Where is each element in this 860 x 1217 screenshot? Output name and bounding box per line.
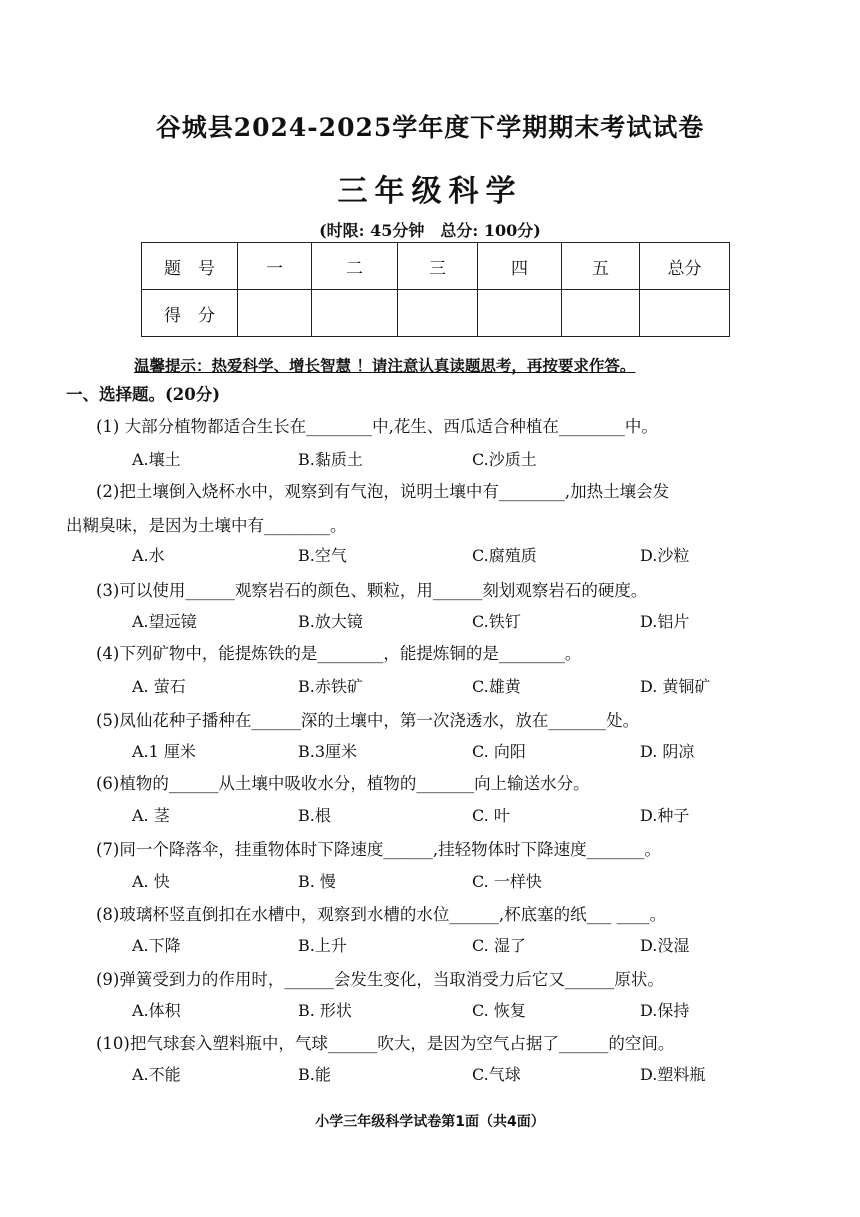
score-value-row: [142, 290, 730, 337]
score-cell[interactable]: [398, 290, 478, 337]
option[interactable]: B. 形状: [298, 1001, 352, 1020]
option[interactable]: B.根: [298, 806, 331, 825]
question-1: (1) 大部分植物都适合生长在________中,花生、西瓜适合种植在________中。: [96, 417, 658, 436]
score-table: [141, 242, 730, 337]
question-2-options: [96, 543, 796, 565]
option[interactable]: C.气球: [472, 1065, 521, 1084]
question-7: (7)同一个降落伞，挂重物体时下降速度______,挂轻物体时下降速度_______。: [96, 840, 661, 859]
question-8: (8)玻璃杯竖直倒扣在水槽中，观察到水槽的水位______,杯底塞的纸___ ____。: [96, 905, 667, 924]
option[interactable]: A.水: [132, 546, 165, 565]
option[interactable]: A. 茎: [132, 806, 170, 825]
option[interactable]: D. 黄铜矿: [640, 677, 711, 696]
option[interactable]: B.上升: [298, 936, 347, 955]
question-5-options: [96, 739, 796, 761]
question-2: (2)把土壤倒入烧杯水中，观察到有气泡，说明土壤中有________,加热土壤会发: [96, 482, 670, 501]
option[interactable]: C. 叶: [472, 806, 510, 825]
option[interactable]: A.下降: [132, 936, 181, 955]
option[interactable]: A.不能: [132, 1065, 181, 1084]
score-header-row: [142, 243, 730, 290]
score-header-cell: 三: [398, 243, 478, 290]
warm-tip: 温馨提示：热爱科学、增长智慧 ！请注意认真读题思考，再按要求作答。: [134, 356, 636, 375]
option[interactable]: D.塑料瓶: [640, 1065, 706, 1084]
score-cell[interactable]: [238, 290, 312, 337]
option[interactable]: C. 恢复: [472, 1001, 526, 1020]
question-6-options: [96, 803, 796, 825]
option[interactable]: B. 慢: [298, 872, 336, 891]
option[interactable]: A.望远镜: [132, 612, 197, 631]
score-row-label: 得 分: [142, 290, 238, 337]
option[interactable]: D.没湿: [640, 936, 690, 955]
question-10-options: [96, 1062, 796, 1084]
score-cell[interactable]: [312, 290, 398, 337]
question-3: (3)可以使用______观察岩石的颜色、颗粒，用______刻划观察岩石的硬度。: [96, 581, 648, 600]
option[interactable]: A.1 厘米: [132, 742, 196, 761]
score-header-cell: 题 号: [142, 243, 238, 290]
option[interactable]: D.沙粒: [640, 546, 690, 565]
option[interactable]: B.黏质土: [298, 450, 363, 469]
question-7-options: [96, 869, 796, 891]
question-2-continued: 出糊臭味，是因为土壤中有________。: [66, 516, 347, 535]
option[interactable]: D.种子: [640, 806, 690, 825]
question-6: (6)植物的______从土壤中吸收水分，植物的_______向上输送水分。: [96, 774, 590, 793]
exam-limits: (时限: 45分钟 总分: 100分): [319, 221, 541, 240]
option[interactable]: C.腐殖质: [472, 546, 537, 565]
option[interactable]: A. 萤石: [132, 677, 186, 696]
question-9-options: [96, 998, 796, 1020]
option[interactable]: D.保持: [640, 1001, 690, 1020]
option[interactable]: B.赤铁矿: [298, 677, 363, 696]
score-header-cell: 二: [312, 243, 398, 290]
option[interactable]: C.沙质土: [472, 450, 537, 469]
question-8-options: [96, 933, 796, 955]
option[interactable]: D. 阴凉: [640, 742, 695, 761]
question-10: (10)把气球套入塑料瓶中，气球______吹大，是因为空气占据了______的空间。: [96, 1034, 675, 1053]
score-header-cell: 总分: [640, 243, 730, 290]
score-cell[interactable]: [640, 290, 730, 337]
option[interactable]: C.雄黄: [472, 677, 521, 696]
option[interactable]: C.铁钉: [472, 612, 521, 631]
score-cell[interactable]: [478, 290, 562, 337]
option[interactable]: C. 一样快: [472, 872, 542, 891]
question-4-options: [96, 674, 796, 696]
exam-subject: 三年级科学: [337, 174, 523, 209]
option[interactable]: D.铝片: [640, 612, 690, 631]
question-9: (9)弹簧受到力的作用时，______会发生变化，当取消受力后它又______原状。: [96, 970, 664, 989]
option[interactable]: B.3厘米: [298, 742, 358, 761]
option[interactable]: B.放大镜: [298, 612, 363, 631]
score-header-cell: 五: [562, 243, 640, 290]
option[interactable]: A. 快: [132, 872, 170, 891]
score-cell[interactable]: [562, 290, 640, 337]
exam-title: 谷城县2024-2025学年度下学期期末考试试卷: [155, 113, 705, 142]
question-1-options: [96, 447, 796, 469]
question-5: (5)凤仙花种子播种在______深的土壤中，第一次浇透水，放在_______处。: [96, 711, 640, 730]
page-footer: 小学三年级科学试卷第1面（共4面）: [315, 1114, 545, 1130]
option[interactable]: C. 湿了: [472, 936, 526, 955]
question-3-options: [96, 609, 796, 631]
question-4: (4)下列矿物中，能提炼铁的是________，能提炼铜的是________。: [96, 644, 582, 663]
section-heading: 一、选择题。(20分): [66, 385, 221, 404]
score-header-cell: 四: [478, 243, 562, 290]
option[interactable]: A.壤土: [132, 450, 181, 469]
option[interactable]: B.空气: [298, 546, 347, 565]
option[interactable]: A.体积: [132, 1001, 181, 1020]
option[interactable]: B.能: [298, 1065, 331, 1084]
score-header-cell: 一: [238, 243, 312, 290]
option[interactable]: C. 向阳: [472, 742, 526, 761]
